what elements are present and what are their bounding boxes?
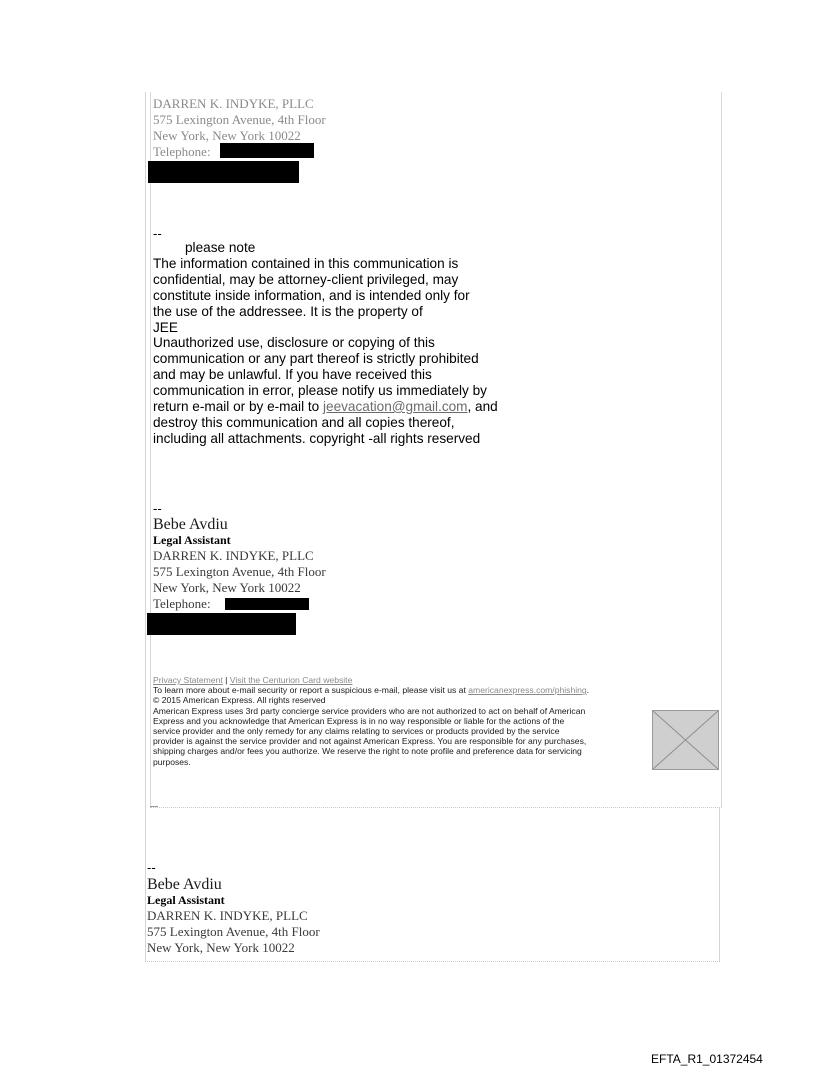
notice-line: The information contained in this communication is: [153, 255, 459, 271]
phishing-link[interactable]: americanexpress.com/phishing: [468, 685, 587, 696]
address-line-1: 575 Lexington Avenue, 4th Floor: [147, 924, 320, 939]
notice-line: and may be unlawful. If you have received this: [153, 367, 432, 383]
divider: [150, 807, 722, 808]
disclaimer-line: shipping charges and/or fees you authorize. We reserve the right to note profile and preference data for servicing: [153, 746, 582, 757]
redaction-box: [220, 143, 314, 158]
telephone-label: Telephone:: [153, 144, 211, 159]
footer-links: [153, 675, 653, 685]
sender-name: Bebe Avdiu: [153, 516, 228, 533]
address-line-2: New York, New York 10022: [147, 940, 295, 955]
signature-separator: --: [153, 226, 162, 241]
signature-separator: --: [147, 860, 156, 875]
notice-line: JEE: [153, 319, 178, 335]
confidentiality-notice: [153, 240, 533, 447]
redaction-box: [225, 598, 309, 610]
disclaimer-line: service provider and the only remedy for any claims relating to services or products provided by the service: [153, 726, 560, 737]
security-prefix: To learn more about e-mail security or report a suspicious e-mail, please visit us at: [153, 685, 469, 696]
quote-border-outer: [145, 92, 146, 962]
notice-line: communication or any part thereof is strictly prohibited: [153, 351, 479, 367]
notice-line: the use of the addressee. It is the property of: [153, 303, 423, 319]
sender-title: Legal Assistant: [147, 893, 225, 907]
privacy-statement-link[interactable]: Privacy Statement: [153, 675, 223, 685]
notice-line: constitute inside information, and is intended only for: [153, 287, 470, 303]
bates-number: EFTA_R1_01372454: [651, 1052, 763, 1066]
divider-mark: [150, 806, 158, 807]
quote-border-right-outer: [719, 807, 720, 962]
email-link[interactable]: jeevacation@gmail.com: [322, 399, 468, 415]
email-line-prefix: return e-mail or by e-mail to: [153, 399, 323, 415]
centurion-card-link[interactable]: Visit the Centurion Card website: [229, 675, 353, 685]
link-separator: |: [222, 675, 230, 685]
firm-name: DARREN K. INDYKE, PLLC: [153, 96, 314, 111]
signature-separator: --: [153, 501, 162, 516]
security-suffix: .: [586, 685, 590, 696]
notice-line: confidential, may be attorney-client privileged, may: [153, 271, 459, 287]
notice-line: including all attachments. copyright -all rights reserved: [153, 430, 481, 446]
copyright-line: © 2015 American Express. All rights reserved: [153, 695, 326, 706]
sender-title: Legal Assistant: [153, 533, 231, 547]
notice-email-line: [153, 399, 533, 415]
redaction-box: [148, 161, 299, 183]
amex-footer: [153, 675, 653, 767]
address-line-2: New York, New York 10022: [153, 580, 301, 595]
quote-border-inner: [150, 92, 151, 807]
disclaimer-line: Express and you acknowledge that American Express is in no way responsible or liable for the actions of the: [153, 715, 565, 726]
disclaimer-line: provider is against the service provider and not against American Express. You are responsible for any purchases,: [153, 736, 587, 747]
sender-name: Bebe Avdiu: [147, 876, 222, 893]
email-line-suffix: , and: [467, 399, 498, 415]
quote-border-right: [721, 92, 722, 807]
disclaimer-line: American Express uses 3rd party concierge service providers who are not authorized to act on behalf of American: [153, 705, 586, 716]
firm-name: DARREN K. INDYKE, PLLC: [147, 908, 308, 923]
telephone-label: Telephone:: [153, 596, 211, 611]
notice-line: communication in error, please notify us immediately by: [153, 383, 487, 399]
notice-line: Unauthorized use, disclosure or copying of this: [153, 335, 435, 351]
redaction-box: [147, 613, 296, 635]
notice-line: destroy this communication and all copies thereof,: [153, 414, 455, 430]
notice-heading: please note: [185, 240, 256, 255]
firm-name: DARREN K. INDYKE, PLLC: [153, 548, 314, 563]
address-line-1: 575 Lexington Avenue, 4th Floor: [153, 112, 326, 127]
divider: [145, 961, 720, 962]
security-line: [153, 685, 653, 695]
address-line-1: 575 Lexington Avenue, 4th Floor: [153, 564, 326, 579]
disclaimer-line: purposes.: [153, 756, 191, 767]
address-line-2: New York, New York 10022: [153, 128, 301, 143]
broken-image-icon: [652, 710, 719, 770]
